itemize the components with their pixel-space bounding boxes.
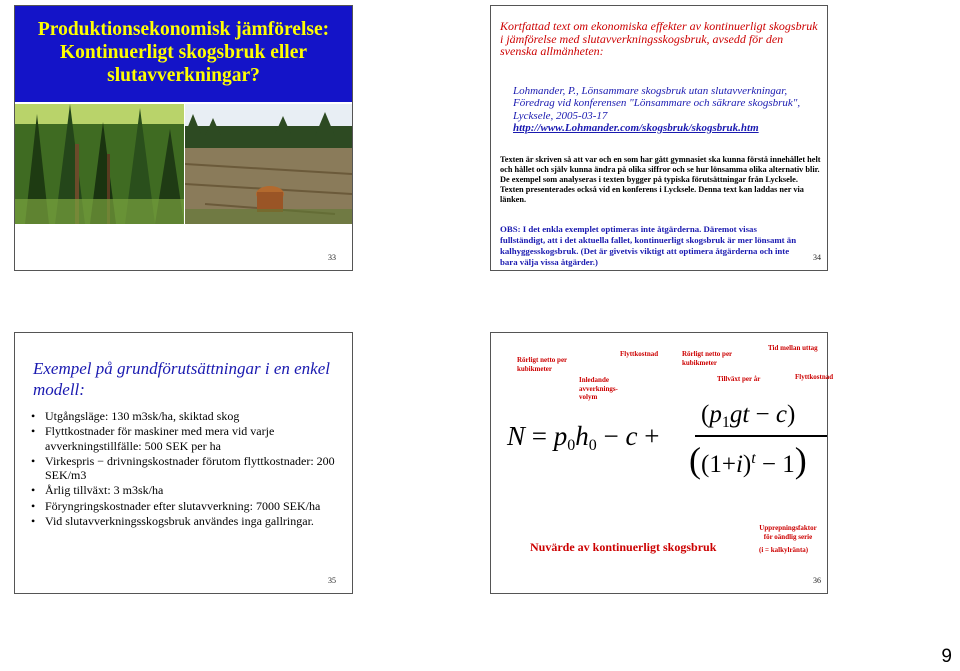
title-box	[15, 6, 352, 102]
formula-numerator	[701, 401, 795, 432]
forest-photo	[15, 104, 184, 224]
formula-N: N	[507, 421, 526, 451]
fraction-bar	[695, 435, 827, 437]
bullet-item: • Årlig tillväxt: 3 m3sk/ha	[29, 483, 341, 498]
slide-title: Exempel på grundförutsättningar i en enkel modell:	[33, 359, 330, 399]
obs-text: OBS: I det enkla exemplet optimeras inte åtgärderna. Däremot visas fullständigt, att i det aktuella fallet, kontinuerligt skogsbruk är mer lönsamt än kalhyggesskogsbruk. (Det är givetvis viktigt att optimera åtgärderna och inte bara välja vissa åtgärder.)	[500, 224, 797, 267]
formula-g: g	[729, 401, 743, 428]
bullet-item: • Utgångsläge: 130 m3sk/ha, skiktad skog	[29, 409, 341, 424]
formula-sub: 0	[567, 437, 576, 454]
bullet-list	[29, 409, 341, 529]
formula-one: 1	[782, 451, 795, 478]
reference: Lohmander, P., Lönsammare skogsbruk utan slutavverkningar, Föredrag vid konferensen "Lönsammare och säkrare skogsbruk", Lycksele, 2005-03-17	[513, 85, 801, 122]
formula-one-plus: (1+	[701, 451, 736, 478]
formula-h: h	[575, 421, 589, 451]
bullet-item: • Virkespris − drivningskostnader förutom flyttkostnader: 200 SEK/m3	[29, 454, 341, 483]
page-number: 36	[813, 576, 821, 585]
formula-p1: p	[709, 401, 722, 428]
paren: )	[794, 440, 807, 480]
slide-34	[490, 5, 828, 271]
formula-plus: +	[644, 421, 660, 451]
page-number: 33	[328, 253, 336, 262]
annotation-rorligt-netto-2: Rörligt netto per kubikmeter	[682, 350, 733, 367]
formula-i: i	[735, 451, 743, 478]
formula-c: c	[625, 421, 638, 451]
formula-t: t	[742, 401, 750, 428]
paren: (	[701, 401, 710, 428]
clearcut-photo	[185, 104, 352, 224]
formula-left	[507, 421, 659, 455]
paren: )	[742, 451, 752, 478]
slide-36	[490, 332, 834, 594]
annotation-kalkylranta: (i = kalkylränta)	[759, 546, 809, 554]
slide-title: Produktionsekonomisk jämförelse: Kontinuerligt skogsbruk eller slutavverkningar?	[37, 19, 330, 86]
reference-link[interactable]: http://www.Lohmander.com/skogsbruk/skogsbruk.htm	[513, 122, 759, 134]
formula-c: c	[775, 401, 787, 428]
annotation-flyttkostnad-2: Flyttkostnad	[795, 373, 834, 381]
formula-eq: =	[531, 421, 547, 451]
paren: (	[689, 440, 701, 480]
slide-35	[14, 332, 353, 594]
annotation-inledande: Inledande avverknings-volym	[579, 376, 618, 401]
page-number: 34	[813, 253, 821, 262]
bullet-item: • Flyttkostnader för maskiner med mera vid varje avverkningstillfälle: 500 SEK per ha	[29, 424, 341, 453]
formula-denominator	[689, 439, 807, 481]
slide-33	[14, 5, 353, 271]
paren: )	[787, 401, 796, 428]
formula-minus: −	[603, 421, 619, 451]
annotation-upprepning: Upprepningsfaktor för oändlig serie	[759, 524, 817, 541]
bullet-item: • Föryngringskostnader efter slutavverkning: 7000 SEK/ha	[29, 499, 341, 514]
sheet-page-number: 9	[941, 646, 952, 667]
formula-exp-t: t	[751, 450, 756, 467]
annotation-tid-mellan: Tid mellan uttag	[768, 344, 818, 352]
annotation-rorligt-netto: Rörligt netto per kubikmeter	[517, 356, 568, 373]
formula-sub: 0	[588, 437, 597, 454]
annotation-flyttkostnad: Flyttkostnad	[620, 350, 659, 358]
description-text: Texten är skriven så att var och en som har gått gymnasiet ska kunna förstå innehållet helt och hållet och själv kunna ändra på olika siffror och se hur lönsamma olika alternativ blir. De exempel som analyseras i texten bygger på typiska förutsättningar från Lycksele. Texten presenterades också vid en konferens i Lycksele. Denna text kan laddas ner via länken.	[500, 155, 821, 204]
formula-sub: 1	[721, 414, 730, 431]
formula-minus: −	[761, 451, 777, 478]
annotation-tillvaxt: Tillväxt per år	[717, 375, 761, 383]
heading: Kortfattad text om ekonomiska effekter av kontinuerligt skogsbruk i jämförelse med slutavverkningsskogsbruk, avsedd för den svenska allmänheten:	[500, 19, 818, 59]
formula-caption: Nuvärde av kontinuerligt skogsbruk	[530, 540, 717, 554]
page-number: 35	[328, 576, 336, 585]
bullet-item: • Vid slutavverkningsskogsbruk användes inga gallringar.	[29, 514, 341, 529]
formula-minus: −	[755, 401, 770, 428]
formula-p: p	[553, 421, 568, 451]
